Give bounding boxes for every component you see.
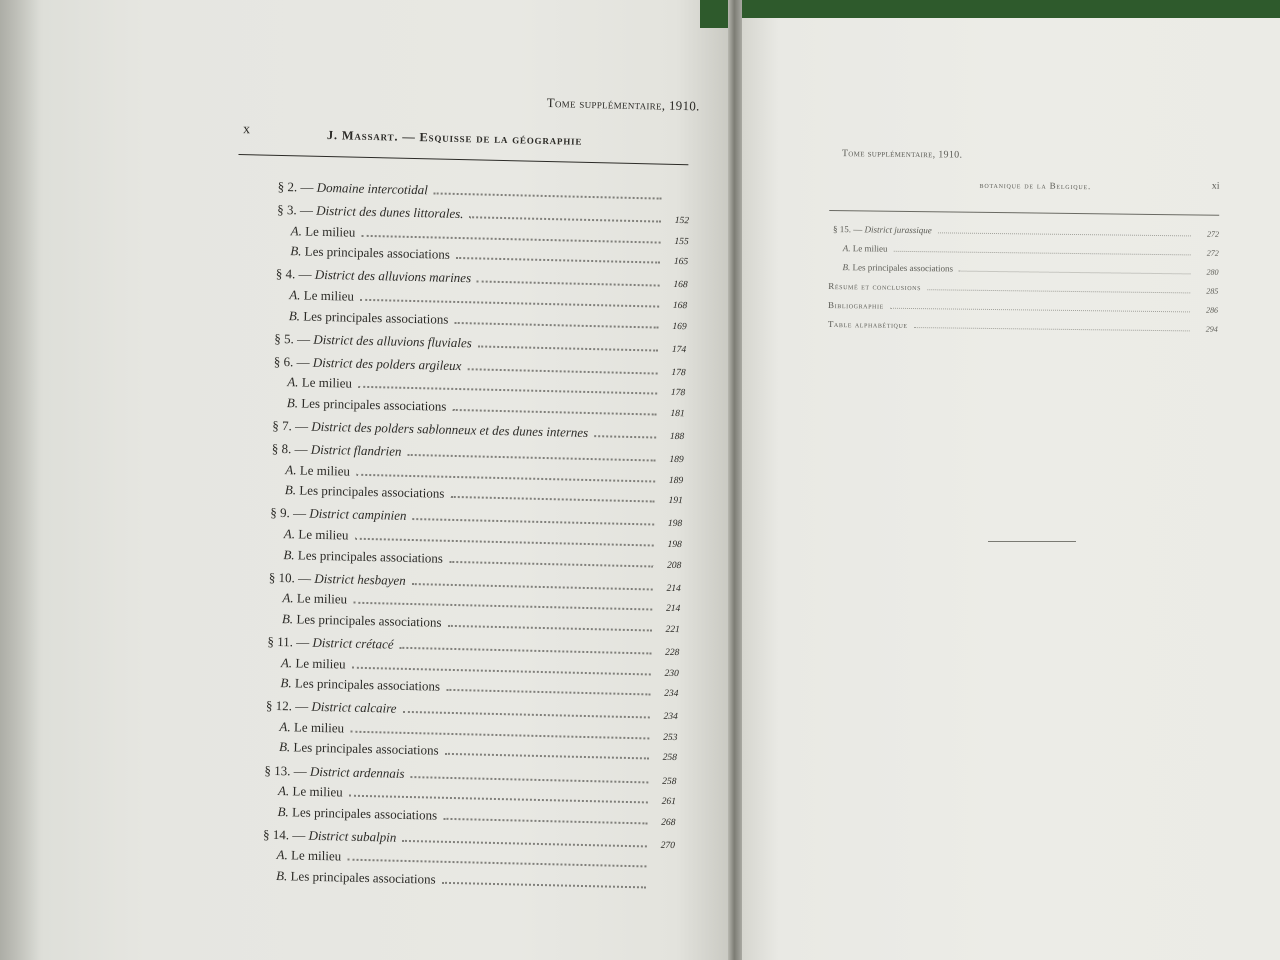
subsection-title: Le milieu xyxy=(293,719,345,736)
section-title: District campinien xyxy=(309,506,407,524)
toc-entry-title xyxy=(270,505,406,524)
page-ref: 228 xyxy=(664,647,680,659)
section-title: District des dunes littorales. xyxy=(316,202,464,222)
section-number: § 3. — xyxy=(277,201,317,218)
subsection-letter: B. xyxy=(842,262,851,273)
page-ref: 280 xyxy=(1206,267,1219,277)
dot-leader xyxy=(443,817,647,825)
dot-leader xyxy=(447,624,651,632)
section-number: § 15. — xyxy=(832,224,865,235)
dot-leader xyxy=(456,256,660,264)
page-ref: 178 xyxy=(670,388,686,399)
subsection-title: Les principales associations xyxy=(293,739,439,759)
section-title: District crétacé xyxy=(312,634,394,652)
page-ref: 168 xyxy=(673,280,688,291)
page-ref: 221 xyxy=(665,624,680,635)
toc-entry-title xyxy=(269,569,406,588)
left-page-text xyxy=(222,88,700,898)
subsection-letter: B. xyxy=(275,868,288,884)
subsection-letter: A. xyxy=(289,287,301,303)
dot-leader xyxy=(347,858,646,868)
header-rule xyxy=(829,210,1219,216)
dot-leader xyxy=(927,288,1190,293)
dot-leader xyxy=(402,839,647,848)
toc-entry-title xyxy=(277,202,464,222)
page-ref: 285 xyxy=(1206,286,1219,296)
dot-leader xyxy=(452,408,656,416)
toc-entry-title xyxy=(274,331,472,351)
page-number: x xyxy=(242,122,251,138)
page-ref: 268 xyxy=(661,817,676,828)
subsection-title: Les principales associations xyxy=(296,611,442,630)
section-title: District des alluvions fluviales xyxy=(313,331,472,350)
dot-leader xyxy=(477,280,660,287)
dot-leader xyxy=(449,559,653,567)
toc-entry-title xyxy=(274,354,462,374)
section-title: District subalpin xyxy=(308,827,397,845)
subsection-title: Les principales associations xyxy=(304,243,451,263)
running-head: botanique de la Belgique. xyxy=(979,179,1092,192)
page-ref: 189 xyxy=(668,475,684,486)
section-number: § 9. — xyxy=(270,505,310,522)
section-number: § 5. — xyxy=(274,330,314,347)
page-ref: 155 xyxy=(674,236,689,247)
toc-entry-title xyxy=(276,847,341,864)
section-title: District calcaire xyxy=(311,699,397,716)
subsection-letter: A. xyxy=(842,243,851,254)
subsection-letter: B. xyxy=(280,675,292,691)
toc-entry-title xyxy=(276,266,472,286)
subsection-letter: A. xyxy=(277,783,290,799)
dot-leader xyxy=(434,191,662,199)
subsection-letter: B. xyxy=(284,482,297,498)
toc-entry-title xyxy=(833,224,932,235)
subsection-letter: B. xyxy=(288,307,301,323)
section-number: § 14. — xyxy=(262,826,309,843)
subsection-title: Les principales associations xyxy=(297,547,444,566)
subsection-letter: A. xyxy=(287,374,299,390)
toc-entry-title xyxy=(277,804,437,824)
subsection-letter: B. xyxy=(283,546,295,562)
page-ref: 188 xyxy=(669,431,685,443)
subsection-letter: A. xyxy=(283,526,296,542)
toc-entry-title xyxy=(287,374,352,391)
subsection-letter: B. xyxy=(290,243,302,259)
page-ref: 230 xyxy=(664,668,679,679)
subsection-letter: B. xyxy=(281,610,294,627)
subsection-title: Le milieu xyxy=(305,223,356,240)
dot-leader xyxy=(469,215,661,222)
section-number: § 7. — xyxy=(272,417,312,434)
dot-leader xyxy=(358,385,657,395)
dot-leader xyxy=(467,367,657,374)
subsection-letter: B. xyxy=(277,803,289,820)
section-number: § 4. — xyxy=(275,266,315,283)
dot-leader xyxy=(400,646,652,655)
table-of-contents xyxy=(828,224,1219,343)
toc-entry-title xyxy=(283,547,443,567)
dot-leader xyxy=(356,472,655,482)
subsection-title: Le milieu xyxy=(852,243,888,254)
tome-label: Tome supplémentaire, 1910. xyxy=(546,94,700,114)
section-number: § 8. — xyxy=(271,440,311,457)
toc-entry-title xyxy=(278,783,343,800)
page-ref: 208 xyxy=(666,560,682,571)
chapter-title: Table alphabétique xyxy=(827,318,908,330)
subsection-title: Les principales associations xyxy=(291,804,438,823)
header-rule xyxy=(238,154,688,165)
dot-leader xyxy=(442,881,646,889)
subsection-title: Les principales associations xyxy=(290,868,436,887)
subsection-letter: A. xyxy=(276,847,288,863)
page-ref: 165 xyxy=(673,257,689,268)
dot-leader xyxy=(478,344,659,351)
toc-entry-title xyxy=(263,827,397,846)
toc-entry-title xyxy=(267,634,394,653)
page-ref: 286 xyxy=(1205,305,1219,315)
section-number: § 13. — xyxy=(264,762,311,779)
page-ref: 181 xyxy=(670,408,685,420)
dot-leader xyxy=(402,710,649,719)
toc-entry-title xyxy=(285,462,350,479)
toc-entry-title xyxy=(280,675,440,695)
page-ref: 198 xyxy=(667,519,683,530)
section-title: Domaine intercotidal xyxy=(316,179,429,198)
page-ref: 152 xyxy=(674,215,690,227)
dot-leader xyxy=(914,326,1190,331)
subsection-title: Les principales associations xyxy=(299,482,445,502)
toc-entry-title xyxy=(282,611,442,631)
page-ref: 174 xyxy=(671,344,687,355)
toc-entry-title xyxy=(842,262,953,273)
subsection-title: Le milieu xyxy=(295,654,346,672)
dot-leader xyxy=(352,665,651,675)
right-page-text xyxy=(827,148,1220,373)
dot-leader xyxy=(890,307,1190,313)
dot-leader xyxy=(594,434,656,438)
dot-leader xyxy=(412,517,654,525)
toc-entry-title xyxy=(266,698,397,717)
section-title: District jurassique xyxy=(864,224,932,236)
page-ref: 272 xyxy=(1206,229,1220,239)
toc-entry-title xyxy=(284,526,349,543)
chapter-title: Résumé et conclusions xyxy=(828,280,922,293)
section-number: § 6. — xyxy=(273,353,313,370)
subsection-letter: B. xyxy=(278,739,291,755)
subsection-title: Le milieu xyxy=(303,287,355,304)
tome-label: Tome supplémentaire, 1910. xyxy=(841,148,963,161)
dot-leader xyxy=(454,320,658,328)
page-ref: 272 xyxy=(1206,248,1219,258)
page-ref: 198 xyxy=(667,539,682,551)
dot-leader xyxy=(893,250,1190,256)
dot-leader xyxy=(412,582,653,590)
page-ref: 234 xyxy=(663,712,678,723)
subsection-title: Les principales associations xyxy=(301,395,447,414)
toc-entry-title xyxy=(278,179,428,198)
subsection-title: Le milieu xyxy=(299,462,351,479)
toc-entry-title xyxy=(289,287,354,304)
toc-entry-title xyxy=(828,300,884,311)
section-title: District flandrien xyxy=(310,441,402,459)
toc-entry-title xyxy=(287,395,447,415)
toc-entry-title xyxy=(290,243,450,263)
page-ref: 258 xyxy=(662,776,677,787)
toc-entry xyxy=(828,319,1218,343)
section-number: § 10. — xyxy=(268,569,315,586)
page-ref: 189 xyxy=(669,454,684,466)
dot-leader xyxy=(361,233,660,243)
dot-leader xyxy=(938,231,1191,236)
dot-leader xyxy=(407,453,655,462)
page-ref: 214 xyxy=(666,583,681,594)
toc-entry-title xyxy=(291,223,356,240)
subsection-letter: A. xyxy=(285,461,297,478)
subsection-title: Le milieu xyxy=(292,783,343,800)
subsection-letter: A. xyxy=(282,590,294,606)
dot-leader xyxy=(354,537,653,547)
toc-entry-title xyxy=(828,281,921,292)
toc-entry-title xyxy=(272,441,402,460)
subsection-title: Les principales associations xyxy=(852,262,954,274)
section-title: District des polders argileux xyxy=(312,354,462,373)
dot-leader xyxy=(410,775,648,783)
toc-entry-title xyxy=(279,739,439,759)
subsection-title: Le milieu xyxy=(290,847,342,864)
section-number: § 11. — xyxy=(267,633,313,650)
page-ref: 258 xyxy=(662,753,678,764)
subsection-title: Les principales associations xyxy=(303,308,449,327)
section-number: § 2. — xyxy=(277,178,317,195)
toc-entry-title xyxy=(276,868,436,888)
subsection-title: Le milieu xyxy=(298,526,349,543)
dot-leader xyxy=(445,752,649,760)
section-title: District hesbayen xyxy=(314,570,406,588)
section-title: District des polders sablonneux et des dunes internes xyxy=(311,418,589,441)
page-edge-shadow xyxy=(0,0,40,960)
dot-leader xyxy=(959,270,1191,275)
page-ref: 234 xyxy=(663,688,679,700)
chapter-title: Bibliographie xyxy=(828,299,884,311)
toc-entry-title xyxy=(282,590,347,607)
subsection-letter: A. xyxy=(290,222,303,239)
page-ref: 261 xyxy=(661,796,677,808)
toc-entry-title xyxy=(264,762,404,781)
page-number: xi xyxy=(1211,180,1220,192)
dot-leader xyxy=(446,688,650,696)
toc-entry-title xyxy=(281,655,346,672)
page-ref: 294 xyxy=(1205,324,1218,334)
dot-leader xyxy=(349,794,648,804)
dot-leader xyxy=(353,601,652,611)
toc-entry-title xyxy=(828,319,908,330)
section-title: District ardennais xyxy=(309,763,405,781)
table-of-contents xyxy=(262,179,690,898)
dot-leader xyxy=(360,298,659,308)
running-head: J. Massart. — Esquisse de la géographie xyxy=(326,127,583,148)
toc-entry-title xyxy=(843,243,888,254)
page-ref: 270 xyxy=(660,840,676,851)
section-number: § 12. — xyxy=(265,698,312,715)
subsection-title: Le milieu xyxy=(301,374,353,391)
dot-leader xyxy=(350,730,649,740)
toc-entry-title xyxy=(289,308,449,328)
book-gutter xyxy=(728,0,742,960)
end-rule xyxy=(988,541,1076,542)
page-ref: 178 xyxy=(671,367,686,378)
page-ref: 168 xyxy=(672,300,688,312)
page-ref: 214 xyxy=(665,604,681,615)
subsection-letter: A. xyxy=(280,654,293,670)
toc-entry-title xyxy=(285,482,445,502)
subsection-title: Les principales associations xyxy=(294,675,441,694)
page-ref: 169 xyxy=(672,321,687,332)
page-ref: 253 xyxy=(663,732,678,743)
section-title: District des alluvions marines xyxy=(314,267,472,286)
toc-entry-title xyxy=(279,719,344,736)
page-ref: 191 xyxy=(668,496,683,507)
subsection-letter: B. xyxy=(286,395,299,411)
dot-leader xyxy=(450,495,654,503)
subsection-title: Le milieu xyxy=(296,590,348,607)
subsection-letter: A. xyxy=(279,718,291,735)
